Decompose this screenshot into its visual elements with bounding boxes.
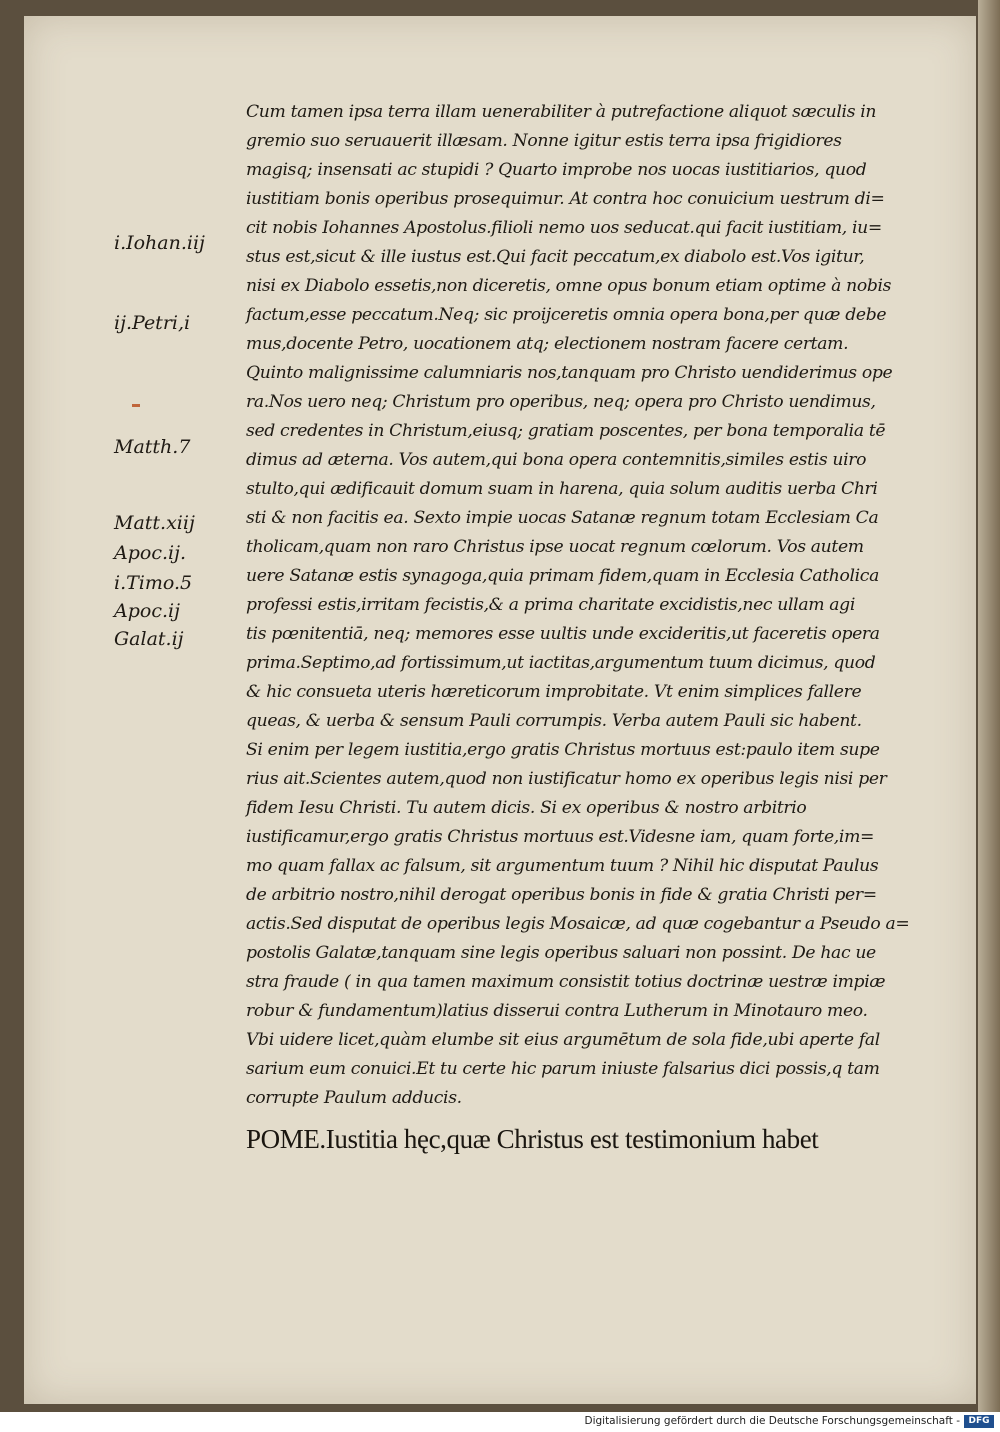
text-line: tis pœnitentiā, neq; memores esse uultis unde excideritis,ut faceretis opera: [246, 624, 880, 644]
margin-note: Matt.xiij: [114, 512, 195, 534]
margin-note: Apoc.ij: [114, 600, 180, 622]
margin-note: Apoc.ij.: [114, 542, 187, 564]
text-line: magisq; insensati ac stupidi ? Quarto improbe nos uocas iustitiarios, quod: [246, 160, 867, 180]
margin-note: ij.Petri,i: [114, 312, 191, 334]
body-text: [246, 98, 946, 1159]
text-line: postolis Galatæ,tanquam sine legis operibus saluari non possint. De hac ue: [246, 943, 876, 963]
text-line: gremio suo seruauerit illæsam. Nonne igitur estis terra ipsa frigidiores: [246, 131, 842, 151]
text-line: actis.Sed disputat de operibus legis Mosaicæ, ad quæ cogebantur a Pseudo a=: [246, 914, 910, 934]
section-heading: POME.Iustitia hęc,quæ Christus est testimonium habet: [246, 1124, 819, 1154]
text-line: prima.Septimo,ad fortissimum,ut iactitas,argumentum tuum dicimus, quod: [246, 653, 876, 673]
text-line: stulto,qui ædificauit domum suam in harena, quia solum auditis uerba Chri: [246, 479, 878, 499]
text-line: queas, & uerba & sensum Pauli corrumpis. Verba autem Pauli sic habent.: [246, 711, 862, 731]
text-line: Quinto malignissime calumniaris nos,tanquam pro Christo uendiderimus ope: [246, 363, 893, 383]
text-line: ra.Nos uero neq; Christum pro operibus, neq; opera pro Christo uendimus,: [246, 392, 876, 412]
text-line: robur & fundamentum)latius disserui contra Lutherum in Minotauro meo.: [246, 1001, 868, 1021]
text-line: tholicam,quam non raro Christus ipse uocat regnum cœlorum. Vos autem: [246, 537, 864, 557]
funding-credit: Digitalisierung gefördert durch die Deutsche Forschungsgemeinschaft -: [584, 1415, 960, 1427]
margin-note: Matth.7: [114, 436, 191, 458]
margin-note: Galat.ij: [114, 628, 184, 650]
footer-bar: [0, 1412, 1000, 1432]
text-line: Vbi uidere licet,quàm elumbe sit eius argumētum de sola fide,ubi aperte fal: [246, 1030, 880, 1050]
text-line: dimus ad æterna. Vos autem,qui bona opera contemnitis,similes estis uiro: [246, 450, 867, 470]
text-line: professi estis,irritam fecistis,& a prima charitate excidistis,nec ullam agi: [246, 595, 855, 615]
text-line: mus,docente Petro, uocationem atq; electionem nostram facere certam.: [246, 334, 849, 354]
margin-note: i.Timo.5: [114, 572, 193, 594]
text-line: mo quam fallax ac falsum, sit argumentum tuum ? Nihil hic disputat Paulus: [246, 856, 879, 876]
text-line: factum,esse peccatum.Neq; sic proijceretis omnia opera bona,per quæ debe: [246, 305, 887, 325]
text-line: sed credentes in Christum,eiusq; gratiam poscentes, per bona temporalia tē: [246, 421, 886, 441]
text-line: corrupte Paulum adducis.: [246, 1088, 462, 1108]
dfg-logo: DFG: [964, 1415, 994, 1428]
text-line: rius ait.Scientes autem,quod non iustificatur homo ex operibus legis nisi per: [246, 769, 887, 789]
text-line: sarium eum conuici.Et tu certe hic parum iniuste falsarius dici possis,q tam: [246, 1059, 880, 1079]
page-edge: [978, 0, 1000, 1412]
text-line: stra fraude ( in qua tamen maximum consistit totius doctrinæ uestræ impiæ: [246, 972, 886, 992]
text-line: iustitiam bonis operibus prosequimur. At contra hoc conuicium uestrum di=: [246, 189, 885, 209]
text-line: Si enim per legem iustitia,ergo gratis Christus mortuus est:paulo item supe: [246, 740, 880, 760]
text-line: fidem Iesu Christi. Tu autem dicis. Si ex operibus & nostro arbitrio: [246, 798, 807, 818]
margin-note: i.Iohan.iij: [114, 232, 205, 254]
text-line: Cum tamen ipsa terra illam uenerabiliter à putrefactione aliquot sæculis in: [246, 102, 877, 122]
text-line: de arbitrio nostro,nihil derogat operibus bonis in fide & gratia Christi per=: [246, 885, 877, 905]
text-line: iustificamur,ergo gratis Christus mortuus est.Videsne iam, quam forte,im=: [246, 827, 875, 847]
document-page: [24, 16, 976, 1404]
red-mark: [132, 404, 140, 407]
marginalia-column: [24, 16, 244, 1404]
text-line: sti & non facitis ea. Sexto impie uocas Satanæ regnum totam Ecclesiam Ca: [246, 508, 879, 528]
text-line: & hic consueta uteris hæreticorum improbitate. Vt enim simplices fallere: [246, 682, 862, 702]
text-line: uere Satanæ estis synagoga,quia primam fidem,quam in Ecclesia Catholica: [246, 566, 879, 586]
text-line: stus est,sicut & ille iustus est.Qui facit peccatum,ex diabolo est.Vos igitur,: [246, 247, 865, 267]
text-line: cit nobis Iohannes Apostolus.filioli nemo uos seducat.qui facit iustitiam, iu=: [246, 218, 882, 238]
text-line: nisi ex Diabolo essetis,non diceretis, omne opus bonum etiam optime à nobis: [246, 276, 892, 296]
